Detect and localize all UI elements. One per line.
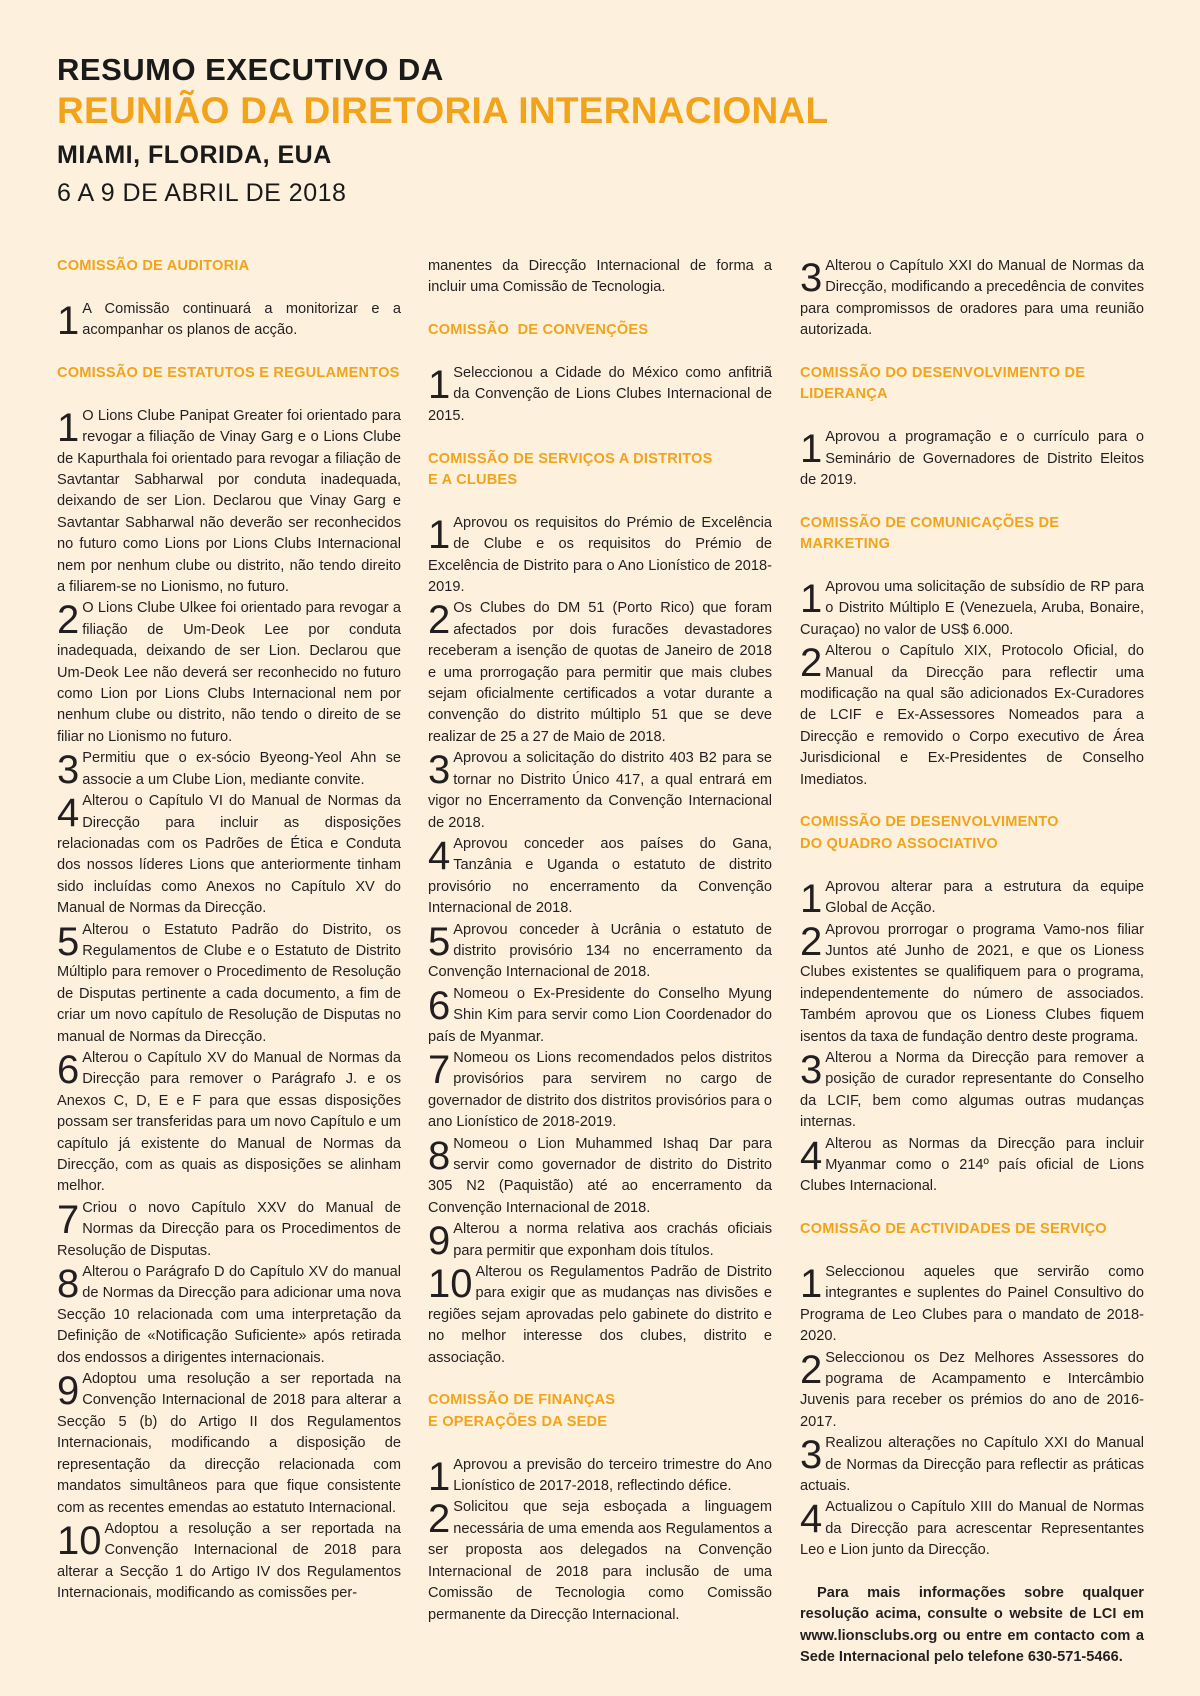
- item-text: Nomeou os Lions recomendados pelos distritos provisórios para servirem no cargo de governador de distrito dos distritos provisórios para o ano Lionístico de 2018-2019.: [428, 1049, 772, 1131]
- item-number: 3: [800, 1047, 823, 1092]
- item-text: Alterou o Estatuto Padrão do Distrito, os Regulamentos de Clube e o Estatuto de Distrito Múltiplo para remover o Procedimento de Resolução de Disputas pertinente a cada documento, a fim de criar um novo capítulo de Resolução de Disputas no manual de Normas da Direcção.: [57, 921, 401, 1045]
- resolution-item: [800, 920, 1144, 1048]
- resolution-item: [57, 1198, 401, 1262]
- section-quadro: [800, 812, 1144, 1197]
- section-heading: COMISSÃO DE AUDITORIA: [57, 258, 250, 274]
- item-number: 3: [800, 256, 823, 300]
- item-text: Aprovou uma solicitação de subsídio de RP para o Distrito Múltiplo E (Venezuela, Aruba, Bonaire, Curaçao) no valor de US$ 6.000.: [800, 579, 1144, 638]
- item-text: A Comissão continuará a monitorizar e a acompanhar os planos de acção.: [82, 300, 401, 339]
- item-text: Aprovou alterar para a estrutura da equipe Global de Acção.: [825, 878, 1144, 917]
- item-number: 7: [428, 1047, 451, 1092]
- item-number: 1: [800, 577, 823, 622]
- resolution-item: [428, 920, 772, 984]
- item-text: Aprovou prorrogar o programa Vamo-nos filiar Juntos até Junho de 2021, e que os Lioness Clubes existentes se qualifiquem para o programa, independentemente do número de associados. Também aprovou que os Lioness Clubes fiquem isentos da taxa de fundação dentro deste programa.: [800, 921, 1144, 1045]
- column-1: [57, 256, 401, 1626]
- resolution-item: [57, 598, 401, 748]
- resolution-item: [57, 1519, 401, 1605]
- item-text: Os Clubes do DM 51 (Porto Rico) que foram afectados por dois furacões devastadores receberam a isenção de quotas de Janeiro de 2018 e uma prorrogação para permitir que mais clubes sejam oficialmente certificados a votar durante a convenção do distrito múltiplo 51 que se deve realizar de 25 a 27 de Maio de 2018.: [428, 600, 772, 745]
- section-continuation: [428, 256, 772, 299]
- item-text: Permitiu que o ex-sócio Byeong-Yeol Ahn se associe a um Clube Lion, mediante convite.: [82, 750, 401, 788]
- resolution-item: [428, 1134, 772, 1220]
- resolution-item: [428, 748, 772, 834]
- item-text: Aprovou a solicitação do distrito 403 B2 para se tornar no Distrito Único 417, a qual entrará em vigor no Encerramento da Convenção Internacional de 2018.: [428, 750, 772, 831]
- item-text: Alterou o Capítulo VI do Manual de Normas da Direcção para incluir as disposições relacionadas com os Padrões de Ética e Conduta dos nossos líderes Lions que anteriormente tinham sido incluídas como Anexos no Capítulo XV do Manual de Normas da Direcção.: [57, 793, 401, 917]
- item-text: O Lions Clube Ulkee foi orientado para revogar a filiação de Um-Deok Lee por conduta inadequada, deixando de ser Lion. Declarou que Um-Deok Lee não deverá ser reconhecido no futuro como Lion por Lions Clubs Internacional nem por nenhum clube ou distrito, não tendo o direito de se filiar no Lionismo no futuro.: [57, 600, 401, 745]
- section-heading: COMISSÃO DE COMUNICAÇÕES DE MARKETING: [800, 514, 1060, 553]
- section-marketing-continued: [800, 256, 1144, 342]
- item-text: O Lions Clube Panipat Greater foi orientado para revogar a filiação de Vinay Garg e o Lions Clube de Kapurthala foi orientado para revogar a filiação de Savtantar Sabharwal por conduta inadequada, deixando de ser Lion. Declarou que Vinay Garg e Savtantar Sabharwal não deverão ser reconhecidos no futuro como Lions por Lions Clubs Internacional nem por nenhum clube ou distrito, não tendo direito a filiarem-se no Lionismo, no futuro.: [57, 407, 401, 596]
- section-heading-line: E OPERAÇÕES DA SEDE: [428, 1413, 608, 1430]
- resolution-item: [800, 577, 1144, 641]
- item-text: Adoptou a resolução a ser reportada na Convenção Internacional de 2018 para alterar a Secção 1 do Artigo IV dos Regulamentos Internacionais, modificando as comissões per-: [57, 1520, 401, 1602]
- resolution-item: [800, 256, 1144, 342]
- resolution-item: [57, 791, 401, 919]
- item-text: Aprovou os requisitos do Prémio de Excelência de Clube e os requisitos do Prémio de Excelência de Distrito para o Ano Lionístico de 2018-2019.: [428, 514, 772, 596]
- section-actividades: [800, 1219, 1144, 1561]
- column-3: [800, 256, 1144, 1683]
- section-heading: [800, 812, 1144, 855]
- item-number: 3: [57, 748, 80, 793]
- item-number: 2: [800, 641, 823, 686]
- header-date: 6 A 9 DE ABRIL DE 2018: [57, 179, 347, 207]
- resolution-item: [57, 299, 401, 342]
- item-number: 10: [57, 1518, 102, 1563]
- section-servicos-distritos: [428, 449, 772, 1369]
- item-text: Actualizou o Capítulo XIII do Manual de Normas da Direcção para acrescentar Representantes Leo e Lion junto da Direcção.: [800, 1499, 1144, 1559]
- section-heading: [428, 1390, 772, 1433]
- resolution-item: [800, 641, 1144, 791]
- resolution-item: [800, 1433, 1144, 1497]
- item-text: Aprovou a programação e o currículo para o Seminário de Governadores de Distrito Eleitos de 2019.: [800, 429, 1144, 489]
- resolution-item: [57, 920, 401, 1048]
- item-text: Seleccionou a Cidade do México como anfitriã da Convenção de Lions Clubes Internacional de 2015.: [428, 365, 772, 424]
- item-number: 6: [428, 983, 451, 1028]
- item-text: Seleccionou aqueles que servirão como integrantes e suplentes do Painel Consultivo do Programa de Leo Clubes para o mandato de 2018-2020.: [800, 1263, 1144, 1345]
- resolution-item: [428, 834, 772, 920]
- resolution-item: [57, 1048, 401, 1198]
- item-number: 3: [428, 748, 451, 793]
- section-heading: COMISSÃO DE SERVIÇOS A DISTRITOS E A CLUBES: [428, 450, 713, 489]
- item-number: 9: [428, 1219, 451, 1264]
- item-number: 2: [428, 1497, 451, 1542]
- item-number: 7: [57, 1197, 80, 1242]
- section-auditoria: [57, 256, 401, 342]
- item-number: 9: [57, 1369, 80, 1414]
- section-heading: COMISSÃO DO DESENVOLVIMENTO DE LIDERANÇA: [800, 365, 1086, 403]
- resolution-item: [428, 513, 772, 599]
- item-number: 1: [57, 298, 80, 343]
- item-text: Realizou alterações no Capítulo XXI do Manual de Normas da Direcção para reflectir as práticas actuais.: [800, 1435, 1144, 1495]
- item-text: Aprovou conceder à Ucrânia o estatuto de distrito provisório 134 no encerramento da Convenção Internacional de 2018.: [428, 921, 772, 981]
- item-number: 6: [57, 1047, 80, 1092]
- item-number: 1: [800, 1261, 823, 1306]
- item-number: 2: [800, 919, 823, 964]
- item-number: 2: [800, 1347, 823, 1392]
- item-text: Alterou as Normas da Direcção para incluir Myanmar como o 214º país oficial de Lions Clubes Internacional.: [800, 1135, 1144, 1195]
- resolution-item: [428, 363, 772, 427]
- item-number: 1: [428, 512, 451, 557]
- section-heading: COMISSÃO DE ACTIVIDADES DE SERVIÇO: [800, 1221, 1107, 1238]
- resolution-item: [428, 1497, 772, 1625]
- item-text: Alterou a Norma da Direcção para remover a posição de curador representante do Conselho da LCIF, bem como algumas outras mudanças internas.: [800, 1049, 1144, 1131]
- section-marketing: [800, 513, 1144, 791]
- resolution-item: [428, 1455, 772, 1498]
- section-convencoes: [428, 320, 772, 427]
- item-text: Nomeou o Ex-Presidente do Conselho Myung Shin Kim para servir como Lion Coordenador do país de Myanmar.: [428, 985, 772, 1045]
- item-number: 1: [800, 876, 823, 921]
- item-number: 4: [800, 1133, 823, 1178]
- header-location: MIAMI, FLORIDA, EUA: [57, 141, 332, 169]
- resolution-item: [57, 406, 401, 599]
- resolution-item: [800, 1348, 1144, 1434]
- resolution-item: [57, 748, 401, 791]
- item-text: Solicitou que seja esboçada a linguagem necessária de uma emenda aos Regulamentos a ser proposta aos delegados na Convenção Internacional de 2018 para inclusão de uma Comissão de Tecnologia como Comissão permanente da Direcção Internacional.: [428, 1499, 772, 1623]
- item-text: Alterou o Capítulo XV do Manual de Normas da Direcção para remover o Parágrafo J. e os Anexos C, D, E e F para que essas disposições possam ser transferidas para um novo Capítulo e um capítulo já existente do Manual de Normas da Direcção, com as quais as disposições se alinham melhor.: [57, 1049, 401, 1195]
- item-text: Nomeou o Lion Muhammed Ishaq Dar para servir como governador de distrito do Distrito 305 N2 (Paquistão) até ao encerramento da Convenção Internacional de 2018.: [428, 1135, 772, 1216]
- item-number: 5: [57, 919, 80, 964]
- item-text: Alterou o Capítulo XXI do Manual de Normas da Direcção, modificando a precedência de convites para compromissos de oradores para uma reunião autorizada.: [800, 258, 1144, 339]
- resolution-item: [428, 598, 772, 748]
- resolution-item: [428, 1219, 772, 1262]
- item-text: Alterou os Regulamentos Padrão de Distrito para exigir que as mudanças nas divisões e regiões sejam aprovadas pelo gabinete do distrito e no melhor interesse dos clubes, distrito e associação.: [428, 1264, 772, 1366]
- header-main-title: REUNIÃO DA DIRETORIA INTERNACIONAL: [57, 90, 829, 131]
- item-number: 3: [800, 1433, 823, 1478]
- resolution-item: [800, 877, 1144, 920]
- section-heading-line: COMISSÃO DE DESENVOLVIMENTO: [800, 814, 1059, 831]
- item-number: 1: [428, 1454, 451, 1499]
- item-number: 10: [428, 1262, 473, 1307]
- resolution-item: [800, 1048, 1144, 1134]
- item-number: 2: [57, 598, 80, 643]
- header-line-1: RESUMO EXECUTIVO DA: [57, 52, 444, 87]
- item-number: 1: [57, 405, 80, 450]
- item-number: 2: [428, 598, 451, 643]
- section-financas: [428, 1390, 772, 1625]
- item-text: Seleccionou os Dez Melhores Assessores do pograma de Acampamento e Intercâmbio Juvenis para receber os prémios do ano de 2016-2017.: [800, 1349, 1144, 1430]
- item-text: Aprovou a previsão do terceiro trimestre do Ano Lionístico de 2017-2018, reflectindo défice.: [453, 1456, 772, 1495]
- section-lideranca: [800, 363, 1144, 491]
- item-number: 4: [428, 833, 451, 878]
- item-number: 1: [800, 427, 823, 472]
- section-estatutos: [57, 363, 401, 1605]
- item-text: Adoptou uma resolução a ser reportada na Convenção Internacional de 2018 para alterar a Secção 5 (b) do Artigo II dos Regulamentos Internacionais, modificando a disposição de representação da direcção relacionada com mandatos simultâneos para que fique consistente com as recentes emendas ao estatuto Internacional.: [57, 1371, 401, 1516]
- item-text: Alterou o Capítulo XIX, Protocolo Oficial, do Manual da Direcção para reflectir uma modificação na qual são adicionados Ex-Curadores de LCIF e Ex-Assessores Nomeados para a Direcção e removido o Corpo executivo de Área Jurisdicional e Ex-Presidentes de Conselho Imediatos.: [800, 643, 1144, 788]
- item-text: Alterou a norma relativa aos crachás oficiais para permitir que exponham dois títulos.: [453, 1221, 772, 1259]
- item-text: Criou o novo Capítulo XXV do Manual de Normas da Direcção para os Procedimentos de Resolução de Disputas.: [57, 1199, 401, 1259]
- resolution-item: [800, 1262, 1144, 1348]
- item-number: 4: [800, 1497, 823, 1542]
- contact-footnote: Para mais informações sobre qualquer resolução acima, consulte o website de LCI em www.lionsclubs.org ou entre em contacto com a Sede Internacional pelo telefone 630-571-5466.: [800, 1585, 1144, 1666]
- section-heading: COMISSÃO DE ESTATUTOS E REGULAMENTOS: [57, 365, 400, 381]
- resolution-item: [57, 1262, 401, 1369]
- item-number: 8: [57, 1262, 80, 1307]
- item-number: 4: [57, 791, 80, 836]
- resolution-item: [800, 1497, 1144, 1561]
- resolution-item: [428, 1048, 772, 1134]
- resolution-item: [428, 1262, 772, 1369]
- item-number: 1: [428, 363, 451, 407]
- item-number: 5: [428, 919, 451, 964]
- resolution-item: [800, 1134, 1144, 1198]
- column-2: [428, 256, 772, 1647]
- resolution-item: [428, 984, 772, 1048]
- document-header: [57, 52, 1147, 212]
- continued-paragraph: manentes da Direcção Internacional de forma a incluir uma Comissão de Tecnologia.: [428, 258, 772, 296]
- resolution-item: [800, 427, 1144, 491]
- resolution-item: [57, 1369, 401, 1519]
- item-number: 8: [428, 1133, 451, 1178]
- section-heading: COMISSÃO DE CONVENÇÕES: [428, 322, 649, 339]
- section-heading-line: DO QUADRO ASSOCIATIVO: [800, 835, 998, 852]
- item-text: Aprovou conceder aos países do Gana, Tanzânia e Uganda o estatuto de distrito provisório no encerramento da Convenção Internacional de 2018.: [428, 835, 772, 917]
- item-text: Alterou o Parágrafo D do Capítulo XV do manual de Normas da Direcção para adicionar uma nova Secção 10 relacionada com uma interpretação da Definição de «Notificação Suficiente» após retirada dos endossos a dirigentes internacionais.: [57, 1264, 401, 1366]
- section-heading-line: COMISSÃO DE FINANÇAS: [428, 1392, 616, 1409]
